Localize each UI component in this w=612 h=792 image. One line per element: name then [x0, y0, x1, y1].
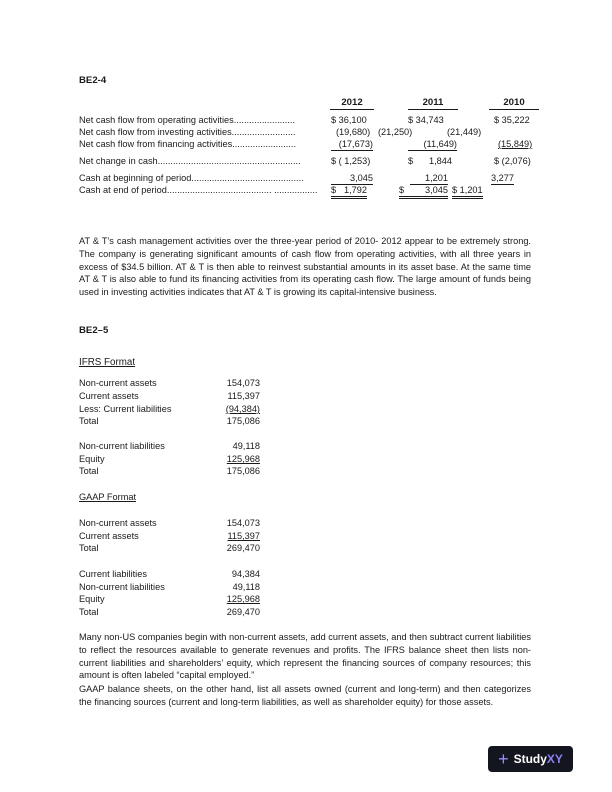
gaap-value-current-liabilities: 94,384 — [231, 569, 260, 579]
be2-4-heading: BE2-4 — [79, 75, 107, 86]
gaap-label-equity: Equity — [79, 594, 105, 604]
row-label-financing: Net cash flow from financing activities......................... — [79, 139, 297, 149]
cell-cash-end-2012: $ 1,792 — [331, 184, 367, 199]
ifrs-label-noncurrent-liabilities: Non-current liabilities — [79, 441, 165, 451]
row-label-net-change: Net change in cash........................................................ — [79, 156, 301, 166]
cell-net-change-2010: $ (2,076) — [494, 156, 531, 166]
row-label-operating: Net cash flow from operating activities........................ — [79, 115, 295, 125]
ifrs-value-current-liabilities: (94,384) — [225, 404, 260, 414]
gaap-label-noncurrent-assets: Non-current assets — [79, 518, 157, 528]
studyxy-brand: StudyXY — [513, 751, 563, 766]
ifrs-label-current-liabilities: Less: Current liabilities — [79, 404, 172, 414]
cell-investing-2011-b: (21,449) — [447, 127, 482, 137]
gaap-label-total-liabilities-equity: Total — [79, 607, 99, 617]
gaap-value-current-assets: 115,397 — [227, 531, 260, 541]
be2-5-paragraph-gaap: GAAP balance sheets, on the other hand, list all assets owned (current and long-term) and then categorizes the financing sources (current and long-term liabilities, as well as shareholder equity) for those assets. — [79, 684, 531, 707]
gaap-value-total-assets: 269,470 — [226, 543, 260, 553]
cell-cash-end-2011: $ 3,045 — [399, 184, 448, 199]
studyxy-watermark — [488, 746, 573, 772]
ifrs-value-total-1: 175,086 — [226, 416, 260, 426]
ifrs-label-total-2: Total — [79, 466, 99, 476]
row-label-cash-end: Cash at end of period......................................... ................. — [79, 185, 318, 195]
year-header-2012: 2012 — [330, 97, 374, 110]
be2-5-heading: BE2–5 — [79, 325, 109, 336]
gaap-value-total-liabilities-equity: 269,470 — [226, 607, 260, 617]
cell-financing-2011: (11,649) — [408, 138, 457, 151]
ifrs-value-equity: 125,968 — [226, 454, 260, 464]
plus-icon: + — [498, 749, 509, 769]
cell-investing-2012: (19,680) — [336, 127, 371, 137]
cell-cash-end-2010: $ 1,201 — [452, 184, 483, 199]
gaap-value-equity: 125,968 — [226, 594, 260, 604]
cell-net-change-2012: $ ( 1,253) — [331, 156, 371, 166]
ifrs-value-current-assets: 115,397 — [227, 391, 260, 401]
cell-cash-beginning-2012: 3,045 — [331, 172, 373, 185]
gaap-label-current-liabilities: Current liabilities — [79, 569, 147, 579]
be2-5-paragraph-ifrs: Many non-US companies begin with non-current assets, add current assets, and then subtract current liabilities to reflect the resources available to generate revenues and profits. The IFRS balance sheet then lists non-current liabilities and shareholders’ equity, which represent the financing sources of company resources; this amount is often labeled “capital employed.” — [79, 632, 531, 681]
year-header-2010: 2010 — [489, 97, 539, 110]
row-label-cash-beginning: Cash at beginning of period............................................ — [79, 173, 304, 183]
ifrs-format-title: IFRS Format — [79, 357, 136, 368]
gaap-value-noncurrent-assets: 154,073 — [226, 518, 260, 528]
cell-cash-beginning-2011: 1,201 — [410, 172, 448, 185]
cell-financing-2012: (17,673) — [331, 138, 373, 151]
be2-4-analysis-paragraph: AT & T’s cash management activities over the three-year period of 2010- 2012 appear to be extremely strong. The company is generating significant amounts of cash flow from operating activities, with all three years in excess of $34.5 billion. AT & T is then able to reinvest substantial amounts in its asset base. At the same time AT & T is also able to fund its financing activities from its operating cash flow. The large amount of funds being used in investing activities indicates that AT & T is growing its capital-intensive business. — [79, 236, 531, 298]
cell-operating-2012: $ 36,100 — [331, 115, 367, 125]
cell-financing-2010: (15,849) — [498, 139, 533, 149]
cell-investing-2011-a: (21,250) — [378, 127, 413, 137]
ifrs-label-total-1: Total — [79, 416, 99, 426]
gaap-format-title: GAAP Format — [79, 492, 137, 502]
ifrs-label-noncurrent-assets: Non-current assets — [79, 378, 157, 388]
gaap-label-current-assets: Current assets — [79, 531, 139, 541]
ifrs-value-noncurrent-liabilities: 49,118 — [232, 441, 260, 451]
gaap-value-noncurrent-liabilities: 49,118 — [232, 582, 260, 592]
ifrs-value-noncurrent-assets: 154,073 — [226, 378, 260, 388]
cell-operating-2010: $ 35,222 — [494, 115, 530, 125]
ifrs-label-current-assets: Current assets — [79, 391, 139, 401]
cell-operating-2011: $ 34,743 — [408, 115, 444, 125]
row-label-investing: Net cash flow from investing activities......................... — [79, 127, 296, 137]
ifrs-value-total-2: 175,086 — [226, 466, 260, 476]
ifrs-label-equity: Equity — [79, 454, 105, 464]
year-header-2011: 2011 — [408, 97, 458, 110]
cell-net-change-2011: $ 1,844 — [408, 156, 452, 166]
cell-cash-beginning-2010: 3,277 — [491, 172, 514, 185]
gaap-label-noncurrent-liabilities: Non-current liabilities — [79, 582, 165, 592]
gaap-label-total-assets: Total — [79, 543, 99, 553]
